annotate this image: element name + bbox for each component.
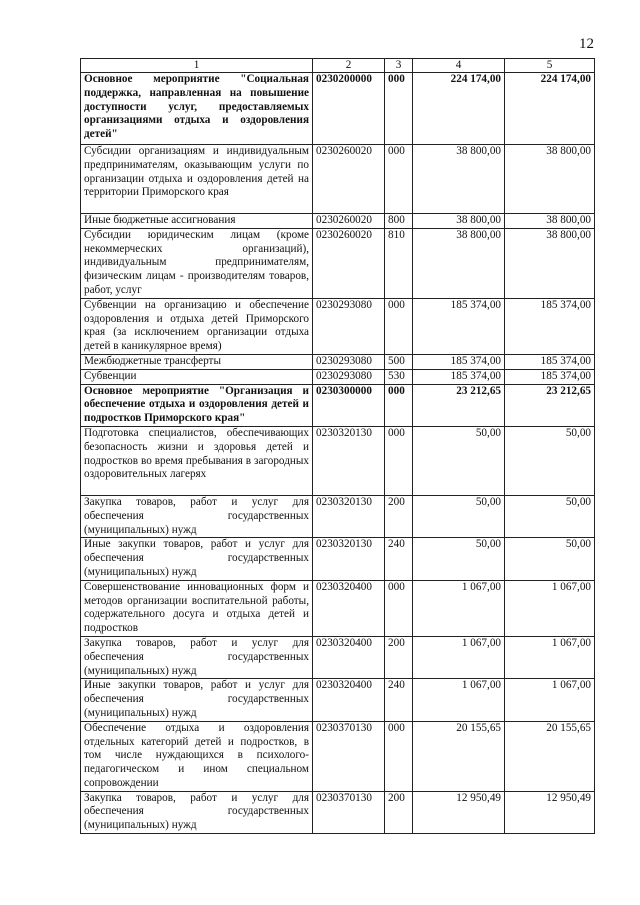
header-col-5: 5 [505, 59, 595, 73]
row-amount-col5: 38 800,00 [505, 145, 595, 214]
row-amount-col5: 50,00 [505, 538, 595, 580]
row-amount-col5: 224 174,00 [505, 73, 595, 145]
row-description: Закупка товаров, работ и услуг для обеспечения государственных (муниципальных) нужд [81, 636, 313, 678]
row-target-code: 0230320130 [313, 538, 385, 580]
row-amount-col4: 50,00 [413, 538, 505, 580]
row-target-code: 0230320130 [313, 495, 385, 537]
row-expense-type: 000 [385, 73, 413, 145]
row-target-code: 0230370130 [313, 721, 385, 791]
table-row [81, 214, 595, 229]
row-amount-col5: 20 155,65 [505, 721, 595, 791]
row-amount-col4: 12 950,49 [413, 791, 505, 833]
table-row [81, 636, 595, 678]
row-target-code: 0230293080 [313, 369, 385, 384]
row-target-code: 0230320400 [313, 679, 385, 721]
row-amount-col5: 1 067,00 [505, 636, 595, 678]
row-description: Обеспечение отдыха и оздоровления отдельных категорий детей и подростков, в том числе нуждающихся в психолого-педагогическом и ином специальном сопровождении [81, 721, 313, 791]
row-amount-col5: 50,00 [505, 426, 595, 495]
row-expense-type: 000 [385, 145, 413, 214]
row-amount-col5: 185 374,00 [505, 369, 595, 384]
row-target-code: 0230320130 [313, 426, 385, 495]
row-amount-col4: 20 155,65 [413, 721, 505, 791]
header-col-1: 1 [81, 59, 313, 73]
row-amount-col4: 38 800,00 [413, 228, 505, 298]
row-description: Иные закупки товаров, работ и услуг для обеспечения государственных (муниципальных) нужд [81, 679, 313, 721]
row-expense-type: 000 [385, 384, 413, 426]
table-row [81, 426, 595, 495]
row-expense-type: 000 [385, 298, 413, 354]
budget-table [80, 58, 595, 834]
row-expense-type: 000 [385, 426, 413, 495]
row-amount-col4: 23 212,65 [413, 384, 505, 426]
row-amount-col4: 38 800,00 [413, 214, 505, 229]
row-description: Субвенции на организацию и обеспечение оздоровления и отдыха детей Приморского края (за исключением организации отдыха детей в каникулярное время) [81, 298, 313, 354]
row-amount-col4: 1 067,00 [413, 679, 505, 721]
header-col-4: 4 [413, 59, 505, 73]
row-expense-type: 530 [385, 369, 413, 384]
table-row [81, 495, 595, 537]
row-description: Иные закупки товаров, работ и услуг для обеспечения государственных (муниципальных) нужд [81, 538, 313, 580]
row-amount-col5: 50,00 [505, 495, 595, 537]
row-target-code: 0230260020 [313, 145, 385, 214]
row-amount-col4: 50,00 [413, 426, 505, 495]
row-description: Субвенции [81, 369, 313, 384]
row-target-code: 0230293080 [313, 354, 385, 369]
row-amount-col4: 1 067,00 [413, 580, 505, 636]
row-expense-type: 810 [385, 228, 413, 298]
table-row [81, 538, 595, 580]
row-amount-col5: 23 212,65 [505, 384, 595, 426]
row-amount-col4: 185 374,00 [413, 354, 505, 369]
table-row [81, 679, 595, 721]
table-row [81, 721, 595, 791]
row-expense-type: 000 [385, 580, 413, 636]
row-target-code: 0230200000 [313, 73, 385, 145]
row-expense-type: 200 [385, 495, 413, 537]
table-row [81, 145, 595, 214]
row-expense-type: 800 [385, 214, 413, 229]
row-description: Закупка товаров, работ и услуг для обеспечения государственных (муниципальных) нужд [81, 791, 313, 833]
row-amount-col4: 38 800,00 [413, 145, 505, 214]
header-col-3: 3 [385, 59, 413, 73]
row-description: Субсидии юридическим лицам (кроме некоммерческих организаций), индивидуальным предпринимателям, физическим лицам - производителям товаров, работ, услуг [81, 228, 313, 298]
row-description: Подготовка специалистов, обеспечивающих безопасность жизни и здоровья детей и подростков во время пребывания в загородных оздоровительных лагерях [81, 426, 313, 495]
row-target-code: 0230300000 [313, 384, 385, 426]
row-description: Основное мероприятие "Организация и обеспечение отдыха и оздоровления детей и подростков Приморского края" [81, 384, 313, 426]
row-description: Основное мероприятие "Социальная поддержка, направленная на повышение доступности услуг, предоставляемых организациями отдыха и оздоровления детей" [81, 73, 313, 145]
row-amount-col5: 1 067,00 [505, 679, 595, 721]
table-row [81, 228, 595, 298]
row-expense-type: 500 [385, 354, 413, 369]
table-row [81, 354, 595, 369]
header-col-2: 2 [313, 59, 385, 73]
row-amount-col5: 1 067,00 [505, 580, 595, 636]
row-target-code: 0230293080 [313, 298, 385, 354]
row-amount-col4: 1 067,00 [413, 636, 505, 678]
table-row [81, 580, 595, 636]
table-header-row [81, 59, 595, 73]
row-expense-type: 200 [385, 636, 413, 678]
row-expense-type: 240 [385, 538, 413, 580]
row-amount-col5: 38 800,00 [505, 228, 595, 298]
row-description: Иные бюджетные ассигнования [81, 214, 313, 229]
row-target-code: 0230320400 [313, 636, 385, 678]
row-target-code: 0230320400 [313, 580, 385, 636]
row-amount-col4: 224 174,00 [413, 73, 505, 145]
row-target-code: 0230260020 [313, 214, 385, 229]
page-number: 12 [579, 36, 594, 52]
table-row [81, 791, 595, 833]
row-expense-type: 240 [385, 679, 413, 721]
row-amount-col5: 38 800,00 [505, 214, 595, 229]
table-row [81, 298, 595, 354]
row-description: Закупка товаров, работ и услуг для обеспечения государственных (муниципальных) нужд [81, 495, 313, 537]
table-row [81, 384, 595, 426]
row-amount-col4: 50,00 [413, 495, 505, 537]
row-amount-col5: 185 374,00 [505, 298, 595, 354]
row-description: Субсидии организациям и индивидуальным предпринимателям, оказывающим услуги по организации отдыха и оздоровления детей на территории Приморского края [81, 145, 313, 214]
row-target-code: 0230260020 [313, 228, 385, 298]
row-target-code: 0230370130 [313, 791, 385, 833]
row-description: Совершенствование инновационных форм и методов организации воспитательной работы, содержательного досуга и отдыха детей и подростков [81, 580, 313, 636]
row-amount-col4: 185 374,00 [413, 369, 505, 384]
row-expense-type: 000 [385, 721, 413, 791]
row-expense-type: 200 [385, 791, 413, 833]
row-amount-col4: 185 374,00 [413, 298, 505, 354]
row-amount-col5: 185 374,00 [505, 354, 595, 369]
row-amount-col5: 12 950,49 [505, 791, 595, 833]
table-row [81, 369, 595, 384]
table-row [81, 73, 595, 145]
row-description: Межбюджетные трансферты [81, 354, 313, 369]
